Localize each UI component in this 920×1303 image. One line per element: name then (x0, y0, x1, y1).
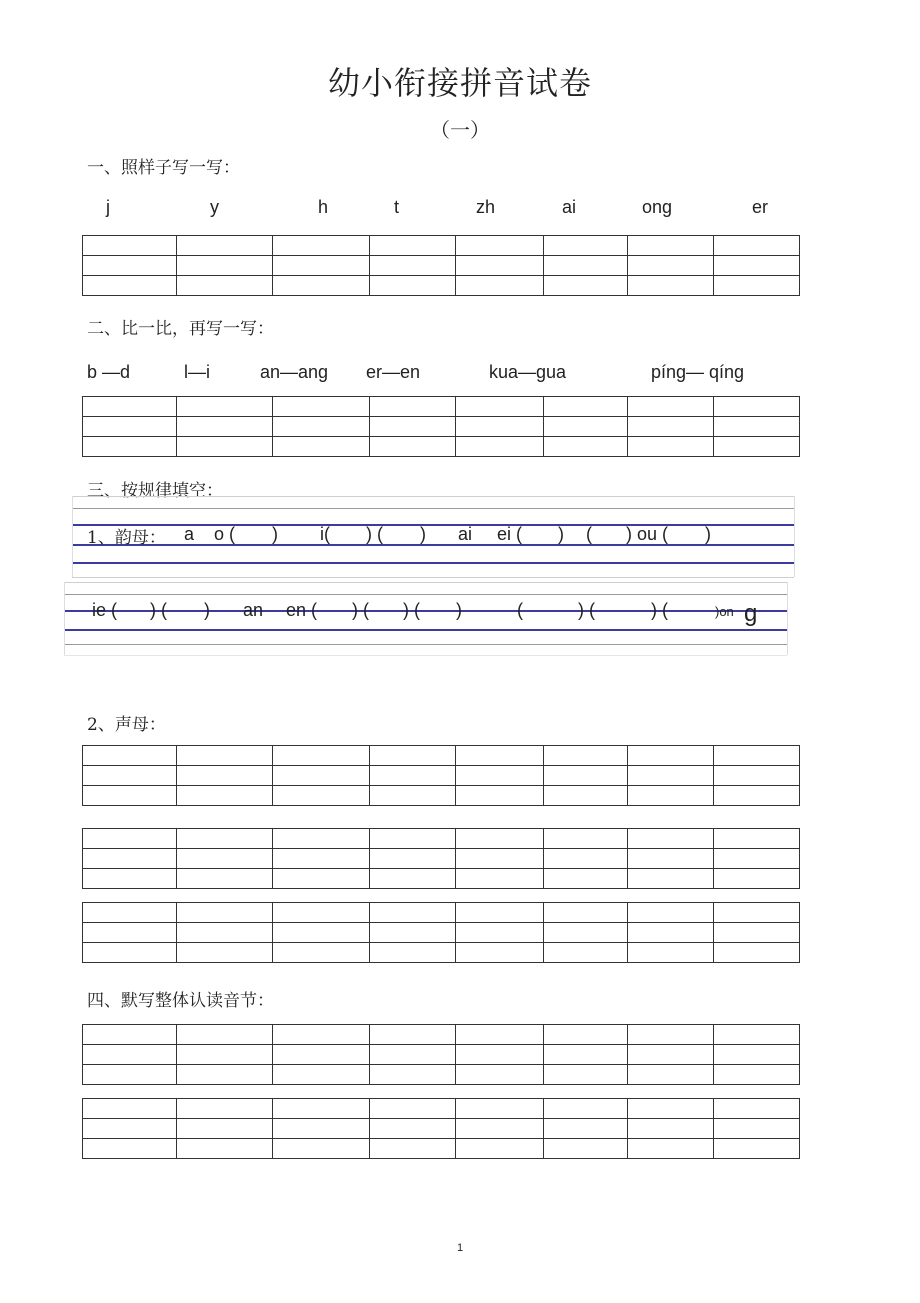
fill-token: ) (705, 524, 711, 544)
page-title: 幼小衔接拼音试卷 (327, 64, 592, 102)
initials-subheading: 2、声母： (87, 715, 166, 735)
fill-token: ) ( (150, 600, 167, 620)
fill-token: ) ou ( (626, 524, 669, 544)
section3-heading: 三、按规律填空： (87, 481, 223, 501)
fill-token: o ( (214, 524, 236, 544)
fill-token: ai (458, 524, 473, 544)
pair-item: kua—ɡua (489, 362, 567, 382)
fill-token: ) (558, 524, 564, 544)
letter-item: j (106, 197, 110, 217)
fill-token: ) ( (651, 600, 668, 620)
fill-token: ) ( (366, 524, 383, 544)
fill-token: ( (586, 524, 592, 544)
fill-token: ) (204, 600, 210, 620)
fill-token: g (744, 600, 758, 627)
letter-item: onɡ (642, 197, 673, 217)
pair-item: b —d (87, 362, 131, 382)
writing-grid[interactable] (82, 1098, 800, 1159)
fill-token: ) ( (403, 600, 420, 620)
writing-grid[interactable] (82, 902, 800, 963)
fill-token: ) (420, 524, 426, 544)
fill-token: a (184, 524, 195, 544)
fill-token: ( (517, 600, 523, 620)
letter-item: zh (476, 197, 496, 217)
fill-token: )on (715, 604, 734, 619)
section1-heading: 一、照样子写一写： (87, 158, 240, 178)
letter-item: ai (562, 197, 577, 217)
writing-grid[interactable] (82, 745, 800, 806)
pair-item: l—i (184, 362, 210, 382)
writing-grid[interactable] (82, 828, 800, 889)
fill-line-label: 1、韵母： (87, 528, 166, 548)
pair-item: er—en (366, 362, 421, 382)
pair-item: an—anɡ (260, 362, 329, 382)
fill-token: ei ( (497, 524, 523, 544)
fill-token: ie ( (92, 600, 118, 620)
section2-heading: 二、比一比，再写一写： (87, 319, 274, 339)
writing-grid[interactable] (82, 396, 800, 457)
fill-token: ) ( (578, 600, 595, 620)
fill-token: i( (320, 524, 330, 544)
pair-item: pínɡ— qínɡ (651, 362, 745, 382)
section4-heading: 四、默写整体认读音节： (87, 991, 274, 1011)
writing-grid[interactable] (82, 235, 800, 296)
writing-grid[interactable] (82, 1024, 800, 1085)
letter-item: h (318, 197, 329, 217)
page-number: 1 (456, 1242, 464, 1254)
letter-item: er (752, 197, 769, 217)
fill-token: ) ( (352, 600, 369, 620)
page-subtitle: （一） (430, 118, 490, 142)
letter-item: y (210, 197, 219, 217)
fill-token: en ( (286, 600, 318, 620)
fill-token: ) (456, 600, 462, 620)
fill-token: ) (272, 524, 278, 544)
letter-item: t (394, 197, 400, 217)
fill-token: an (243, 600, 264, 620)
